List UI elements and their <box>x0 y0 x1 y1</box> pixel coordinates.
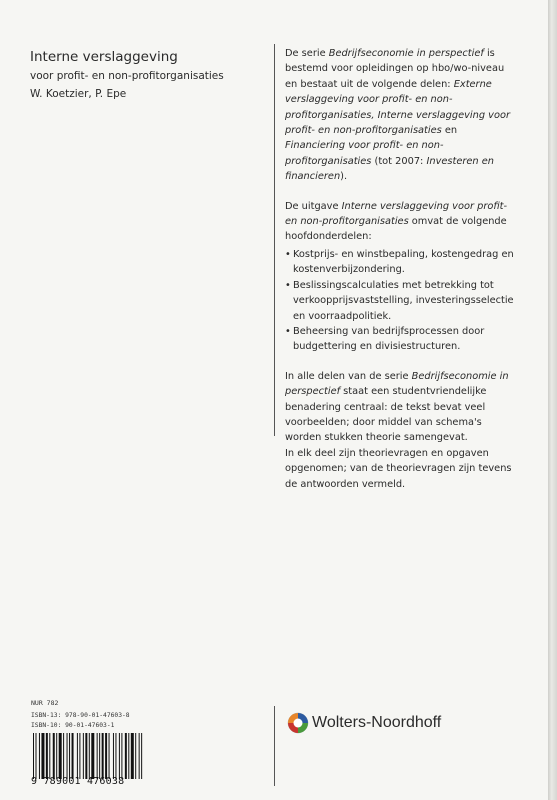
isbn-block <box>31 711 130 730</box>
publisher-logo <box>287 712 441 734</box>
page-edge <box>548 0 557 800</box>
nur-code: NUR 782 <box>31 699 59 707</box>
title-block <box>30 48 224 103</box>
divider-line-bottom <box>274 706 275 786</box>
blurb-paragraph-1: De serie Bedrijfseconomie in perspectief is bestemd voor opleidingen op hbo/wo-niveau en bestaat uit de volgende delen: Externe verslaggeving voor profit- en non-profitorganisaties, Interne verslaggeving voor profit- en non-profitorganisaties en Financiering voor profit- en non-profitorganisaties (tot 2007: Investeren en financieren). <box>285 48 510 183</box>
book-subtitle: voor profit- en non-profitorganisaties <box>30 70 224 82</box>
book-authors: W. Koetzier, P. Epe <box>30 88 127 100</box>
list-item: • Beslissingscalculaties met betrekking tot verkoopprijsvaststelling, investeringsselectie en voorraadpolitiek. <box>285 278 517 324</box>
barcode-icon <box>33 733 151 779</box>
blurb-paragraph-2: De uitgave Interne verslaggeving voor profit- en non-profitorganisaties omvat de volgende hoofdonderdelen: <box>285 200 508 243</box>
divider-line <box>274 44 275 436</box>
list-item: • Kostprijs- en winstbepaling, kostengedrag en kostenverbijzondering. <box>285 247 517 278</box>
book-title: Interne verslaggeving <box>30 49 178 65</box>
blurb-paragraph-4: In elk deel zijn theorievragen en opgaven opgenomen; van de theorievragen zijn tevens de antwoorden vermeld. <box>285 447 512 490</box>
wolters-noordhoff-globe-icon <box>287 712 309 734</box>
blurb-paragraph-3: In alle delen van de serie Bedrijfseconomie in perspectief staat een studentvriendelijke benadering centraal: de tekst bevat veel voorbeelden; door middel van schema's worden stukken theorie samengevat. <box>285 370 509 444</box>
blurb-column <box>285 46 517 506</box>
barcode-digits: 9 789001 476038 <box>31 776 125 787</box>
list-item: • Beheersing van bedrijfsprocessen door budgettering en divisiestructuren. <box>285 324 517 355</box>
isbn-10: ISBN-10: 90-01-47603-1 <box>31 721 115 729</box>
publisher-name: Wolters-Noordhoff <box>312 714 442 731</box>
contents-list <box>285 247 517 355</box>
isbn-13: ISBN-13: 978-90-01-47603-8 <box>31 712 130 719</box>
